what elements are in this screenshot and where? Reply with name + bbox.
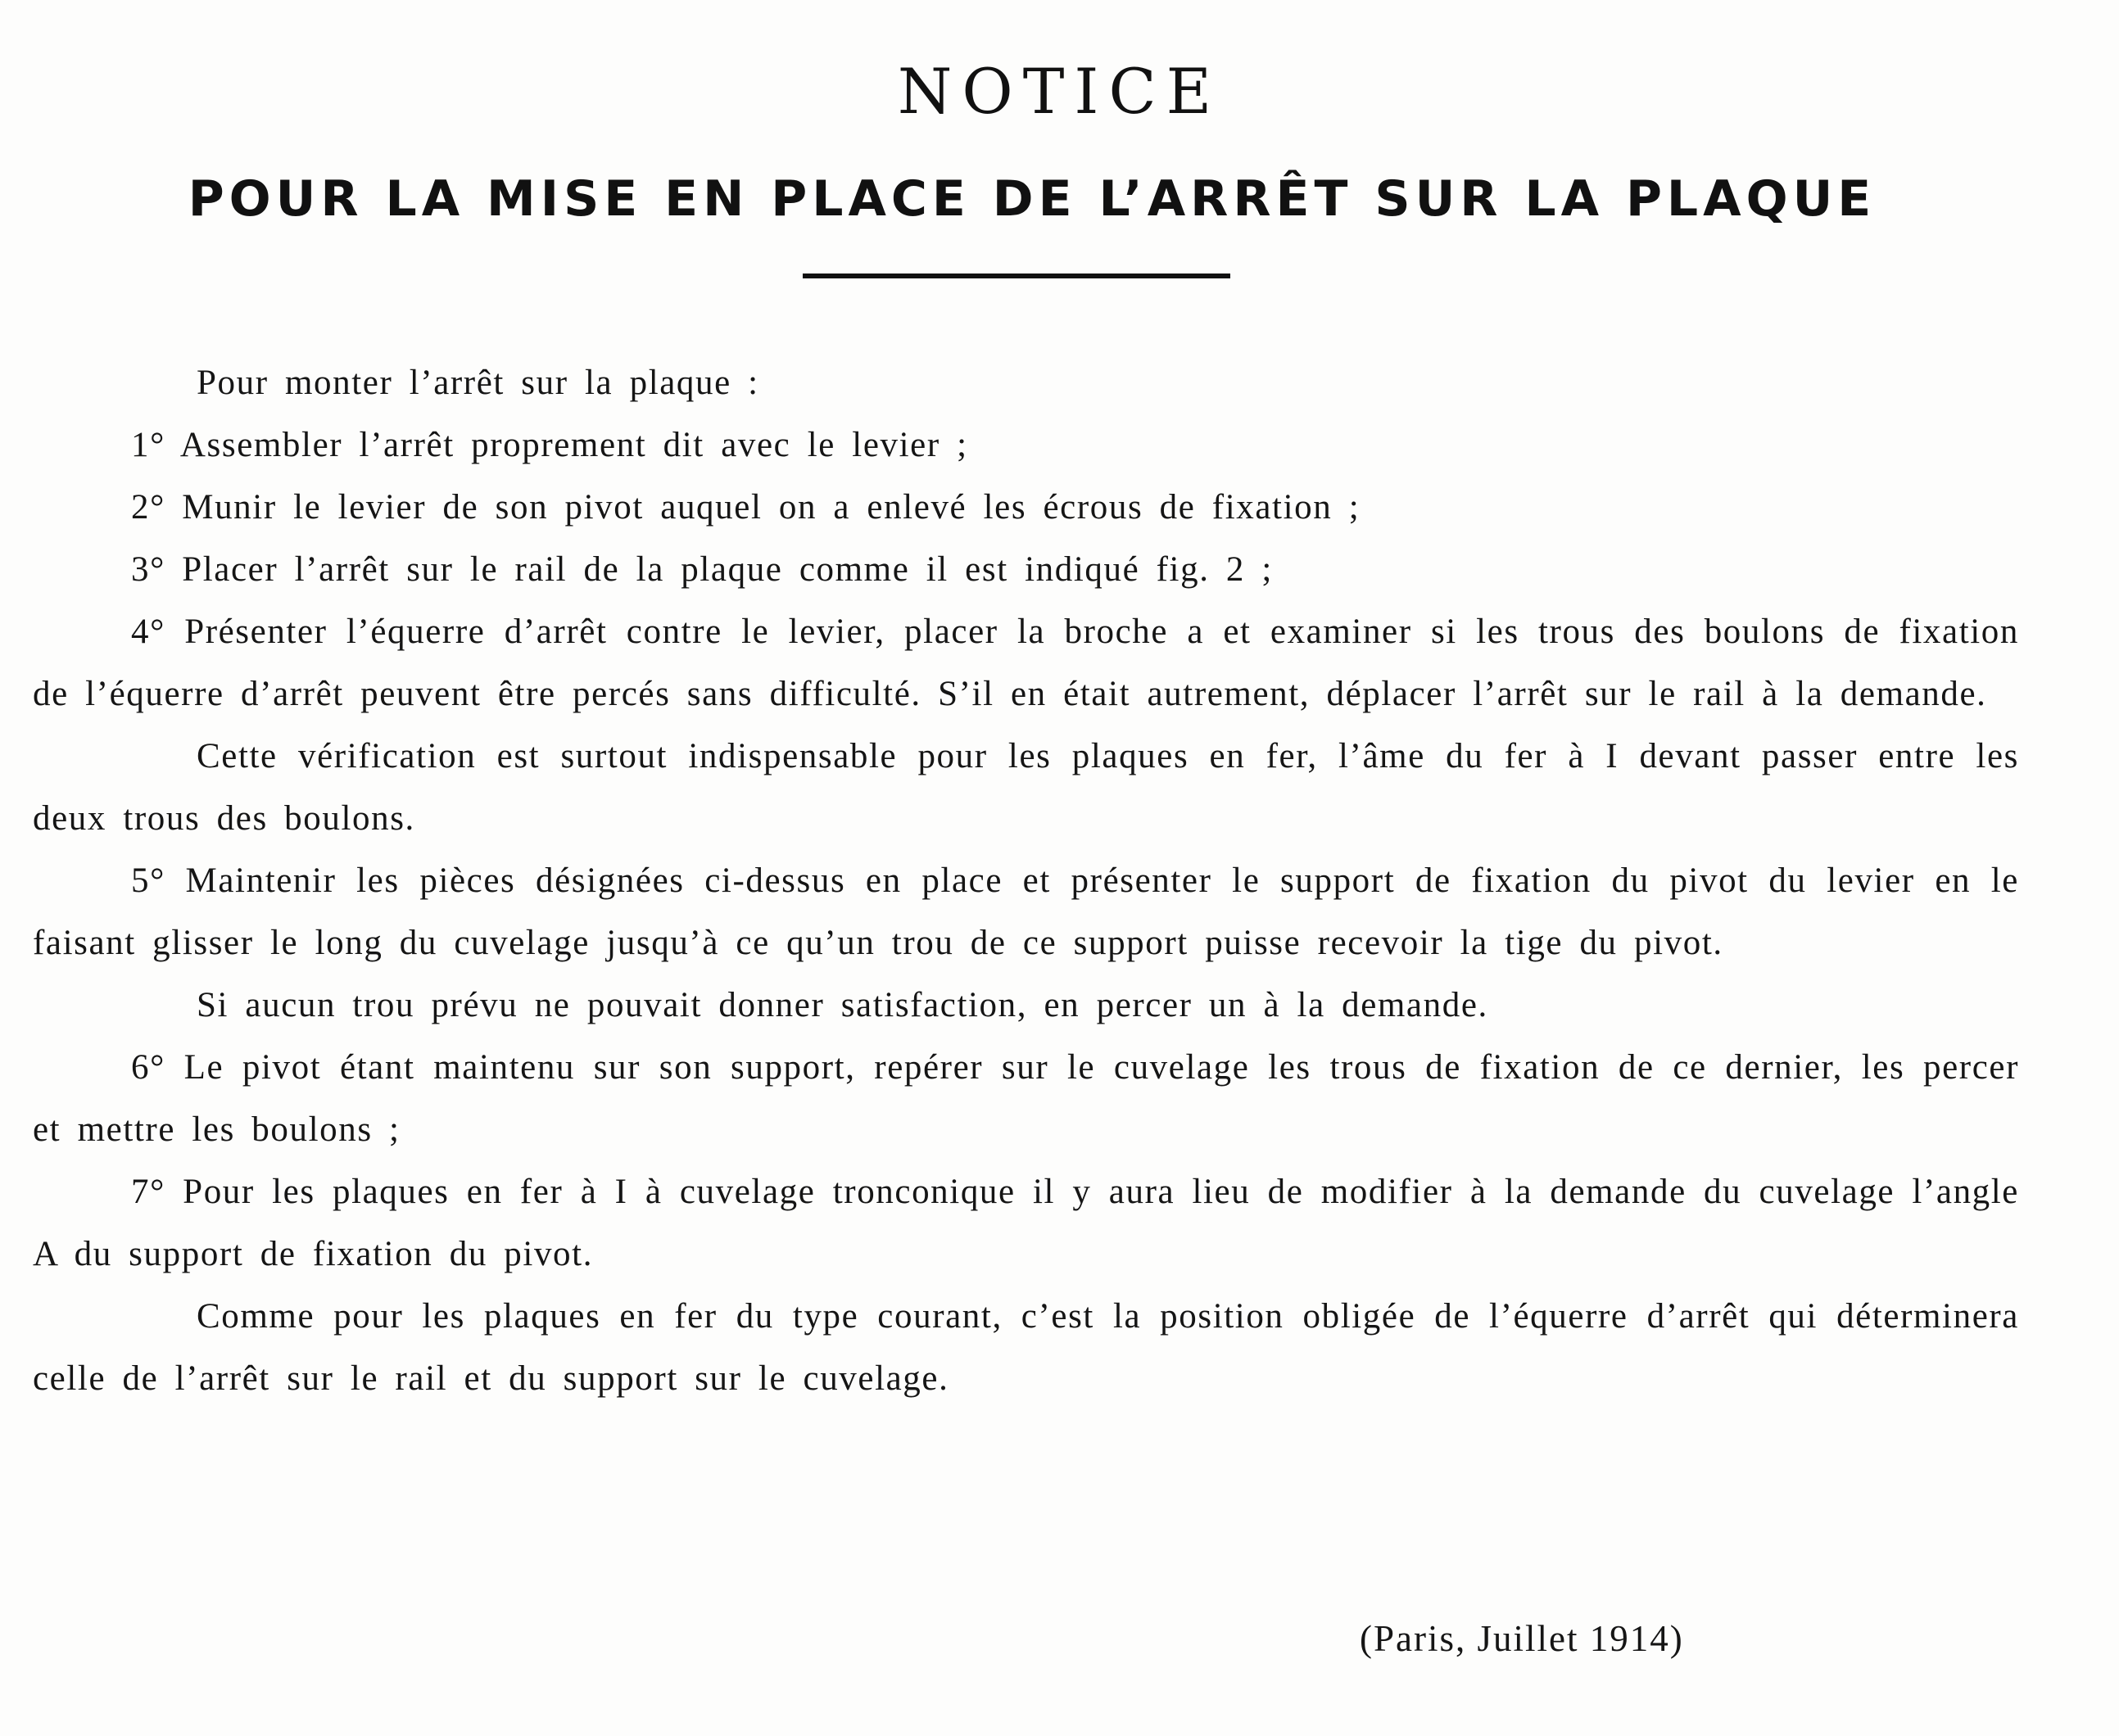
note-verification: Cette vérification est surtout indispensable pour les plaques en fer, l’âme du fer à I devant passer entre les deux trous des boulons. [33, 737, 2019, 838]
step-4: 4° Présenter l’équerre d’arrêt contre le levier, placer la broche a et examiner si les trous des boulons de fixation de l’équerre d’arrêt peuvent être percés sans difficulté. S’il en était autrement, déplacer l’arrêt sur le rail à la demande. [33, 613, 2019, 713]
step-3: 3° Placer l’arrêt sur le rail de la plaque comme il est indiqué fig. 2 ; [131, 550, 1273, 589]
step-6: 6° Le pivot étant maintenu sur son support, repérer sur le cuvelage les trous de fixation de ce dernier, les percer et mettre les boulons ; [33, 1048, 2019, 1149]
place-date: (Paris, Juillet 1914) [1360, 1618, 1684, 1659]
step-7: 7° Pour les plaques en fer à I à cuvelage tronconique il y aura lieu de modifier à la demande du cuvelage l’angle A du support de fixation du pivot. [33, 1173, 2019, 1273]
step-2: 2° Munir le levier de son pivot auquel on a enlevé les écrous de fixation ; [131, 488, 1361, 527]
step-5: 5° Maintenir les pièces désignées ci-dessus en place et présenter le support de fixation du pivot du levier en le faisant glisser le long du cuvelage jusqu’à ce qu’un trou de ce support puisse recevoir la tige du pivot. [33, 861, 2019, 962]
notice-subtitle: POUR LA MISE EN PLACE DE L’ARRÊT SUR LA PLAQUE [188, 170, 1877, 228]
intro-paragraph: Pour monter l’arrêt sur la plaque : [197, 364, 759, 402]
closing-paragraph: Comme pour les plaques en fer du type courant, c’est la position obligée de l’équerre d’arrêt qui déterminera celle de l’arrêt sur le rail et du support sur le cuvelage. [33, 1297, 2019, 1398]
notice-body [33, 352, 2019, 1410]
note-drilling: Si aucun trou prévu ne pouvait donner satisfaction, en percer un à la demande. [197, 986, 1488, 1024]
notice-title: NOTICE [897, 55, 1222, 128]
title-divider [803, 274, 1230, 278]
step-1: 1° Assembler l’arrêt proprement dit avec le levier ; [131, 426, 968, 464]
